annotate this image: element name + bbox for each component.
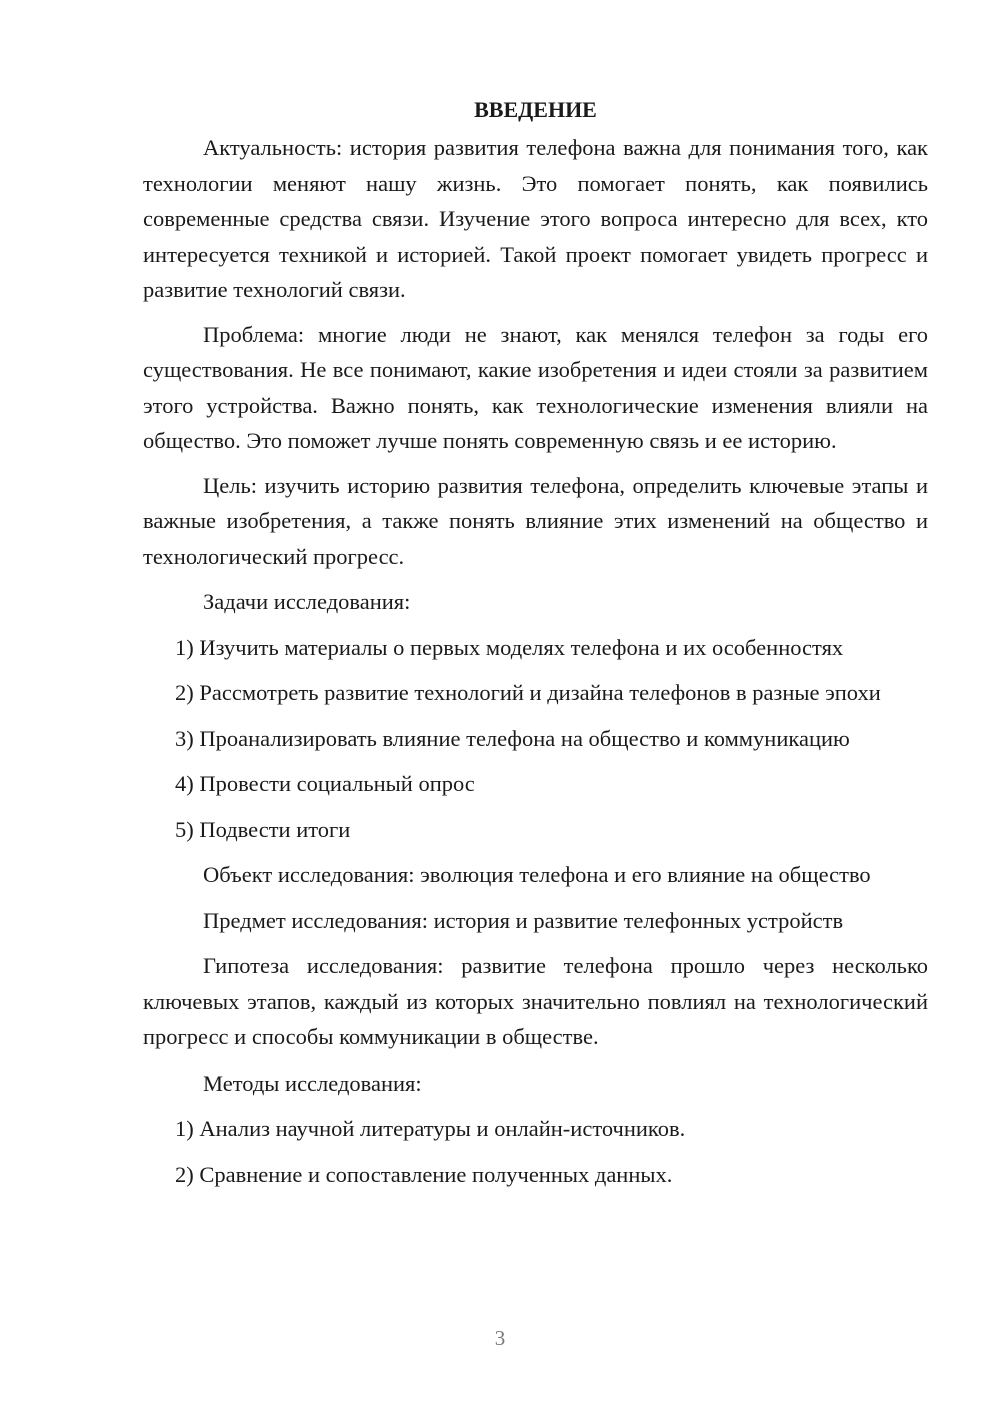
problem-paragraph: Проблема: многие люди не знают, как менялся телефон за годы его существования. Не все понимают, какие изобретения и идеи стояли за развитием этого устройства. Важно понять, как технологические изменения влияли на общество. Это поможет лучше понять современную связь и ее историю. bbox=[143, 321, 928, 453]
relevance-paragraph: Актуальность: история развития телефона важна для понимания того, как технологии меняют нашу жизнь. Это помогает понять, как появились современные средства связи. Изучение этого вопроса интересно для всех, кто интересуется техникой и историей. Такой проект помогает увидеть прогресс и развитие технологий связи. bbox=[143, 135, 928, 302]
goal-paragraph: Цель: изучить историю развития телефона, определить ключевые этапы и важные изобретения, а также понять влияние этих изменений на общество и технологический прогресс. bbox=[143, 472, 928, 569]
method-item-2: 2) Сравнение и сопоставление полученных данных. bbox=[175, 1161, 673, 1187]
method-item-1: 1) Анализ научной литературы и онлайн-источников. bbox=[175, 1116, 686, 1141]
task-item-2: 2) Рассмотреть развитие технологий и дизайна телефонов в разные эпохи bbox=[175, 680, 881, 705]
document-page bbox=[143, 92, 928, 1192]
task-item-4: 4) Провести социальный опрос bbox=[175, 771, 475, 796]
methods-heading: Методы исследования: bbox=[203, 1070, 422, 1096]
task-item-3: 3) Проанализировать влияние телефона на общество и коммуникацию bbox=[175, 725, 850, 751]
page-title: ВВЕДЕНИЕ bbox=[474, 97, 597, 122]
task-item-5: 5) Подвести итоги bbox=[175, 816, 351, 842]
task-item-1: 1) Изучить материалы о первых моделях телефона и их особенностях bbox=[175, 634, 844, 660]
hypothesis-paragraph: Гипотеза исследования: развитие телефона прошло через несколько ключевых этапов, каждый из которых значительно повлиял на технологический прогресс и способы коммуникации в обществе. bbox=[143, 953, 928, 1049]
object-paragraph: Объект исследования: эволюция телефона и его влияние на общество bbox=[203, 862, 871, 887]
subject-paragraph: Предмет исследования: история и развитие телефонных устройств bbox=[203, 907, 844, 933]
page-number: 3 bbox=[494, 1326, 506, 1350]
tasks-heading: Задачи исследования: bbox=[203, 589, 411, 614]
